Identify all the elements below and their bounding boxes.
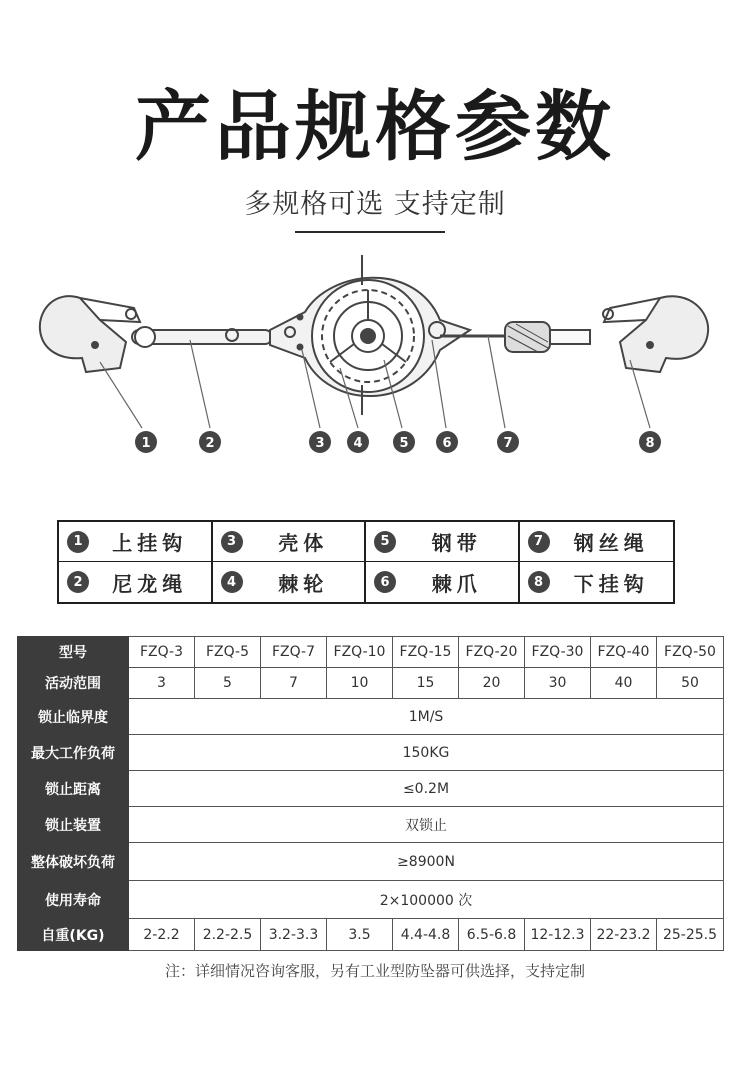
- range-cell: 20: [459, 668, 525, 699]
- shared-value: 150KG: [129, 735, 724, 771]
- legend-label: 壳体: [278, 531, 329, 555]
- number-label: 8: [645, 436, 655, 451]
- legend-item: [59, 562, 213, 602]
- legend-item: [520, 562, 674, 602]
- shared-value: 双锁止: [129, 807, 724, 843]
- number-label: 6: [442, 436, 452, 451]
- legend-number: 3: [221, 531, 243, 553]
- row-label: 型号: [18, 637, 129, 668]
- table-row: [18, 668, 724, 699]
- product-diagram: [0, 250, 750, 470]
- weight-cell: 12-12.3: [525, 919, 591, 951]
- legend-label: 上挂钩: [112, 531, 188, 555]
- row-label: 锁止装置: [18, 807, 129, 843]
- model-cell: FZQ-50: [657, 637, 724, 668]
- upper-hook-drawing: [40, 296, 140, 372]
- table-row: [18, 699, 724, 735]
- table-row: [18, 735, 724, 771]
- model-cell: FZQ-40: [591, 637, 657, 668]
- legend-label: 棘轮: [278, 571, 329, 596]
- legend-label: 钢丝绳: [573, 531, 649, 555]
- model-cell: FZQ-20: [459, 637, 525, 668]
- table-row: [18, 807, 724, 843]
- legend-item: [213, 562, 367, 602]
- shared-value: ≤0.2M: [129, 771, 724, 807]
- legend-number: 1: [67, 531, 89, 553]
- title-divider: [295, 231, 445, 233]
- weight-cell: 6.5-6.8: [459, 919, 525, 951]
- model-cell: FZQ-10: [327, 637, 393, 668]
- row-label: 锁止临界度: [18, 699, 129, 735]
- range-cell: 7: [261, 668, 327, 699]
- model-cell: FZQ-5: [195, 637, 261, 668]
- weight-cell: 22-23.2: [591, 919, 657, 951]
- range-cell: 30: [525, 668, 591, 699]
- range-cell: 5: [195, 668, 261, 699]
- row-label: 自重(KG): [18, 919, 129, 951]
- weight-cell: 3.2-3.3: [261, 919, 327, 951]
- number-label: 4: [353, 436, 363, 451]
- shared-value: ≥8900N: [129, 843, 724, 881]
- table-row: [18, 881, 724, 919]
- legend-number: 8: [528, 571, 550, 593]
- weight-cell: 3.5: [327, 919, 393, 951]
- range-cell: 3: [129, 668, 195, 699]
- weight-cell: 2-2.2: [129, 919, 195, 951]
- number-label: 1: [141, 436, 151, 451]
- legend-number: 2: [67, 571, 89, 593]
- weight-cell: 25-25.5: [657, 919, 724, 951]
- footnote: 注：详细情况咨询客服，另有工业型防坠器可供选择，支持定制: [164, 962, 585, 980]
- range-cell: 40: [591, 668, 657, 699]
- weight-cell: 2.2-2.5: [195, 919, 261, 951]
- range-cell: 15: [393, 668, 459, 699]
- range-cell: 10: [327, 668, 393, 699]
- legend-item: [366, 562, 520, 602]
- model-cell: FZQ-3: [129, 637, 195, 668]
- number-label: 3: [315, 436, 325, 451]
- number-label: 7: [503, 436, 513, 451]
- spec-table: [17, 636, 724, 951]
- page-subtitle: 多规格可选 支持定制: [244, 189, 506, 220]
- number-label: 2: [205, 436, 215, 451]
- range-cell: 50: [657, 668, 724, 699]
- model-cell: FZQ-7: [261, 637, 327, 668]
- legend-label: 下挂钩: [573, 571, 649, 596]
- row-label: 活动范围: [18, 668, 129, 699]
- row-label: 使用寿命: [18, 881, 129, 919]
- weight-cell: 4.4-4.8: [393, 919, 459, 951]
- page-title: 产品规格参数: [135, 82, 615, 171]
- legend-number: 4: [221, 571, 243, 593]
- legend-item: [59, 522, 213, 562]
- row-label: 整体破坏负荷: [18, 843, 129, 881]
- shared-value: 1M/S: [129, 699, 724, 735]
- table-row: [18, 843, 724, 881]
- legend-item: [520, 522, 674, 562]
- legend-label: 尼龙绳: [112, 571, 188, 596]
- legend-item: [366, 522, 520, 562]
- legend-number: 5: [374, 531, 396, 553]
- legend-number: 7: [528, 531, 550, 553]
- legend-item: [213, 522, 367, 562]
- model-cell: FZQ-30: [525, 637, 591, 668]
- table-row: [18, 919, 724, 951]
- legend-label: 棘爪: [431, 571, 482, 596]
- legend-number: 6: [374, 571, 396, 593]
- shared-value: 2×100000 次: [129, 881, 724, 919]
- lower-hook-drawing: [603, 296, 708, 372]
- row-label: 最大工作负荷: [18, 735, 129, 771]
- table-row: [18, 771, 724, 807]
- parts-legend: [57, 520, 675, 604]
- legend-label: 钢带: [431, 531, 482, 555]
- table-row: [18, 637, 724, 668]
- row-label: 锁止距离: [18, 771, 129, 807]
- number-label: 5: [399, 436, 409, 451]
- model-cell: FZQ-15: [393, 637, 459, 668]
